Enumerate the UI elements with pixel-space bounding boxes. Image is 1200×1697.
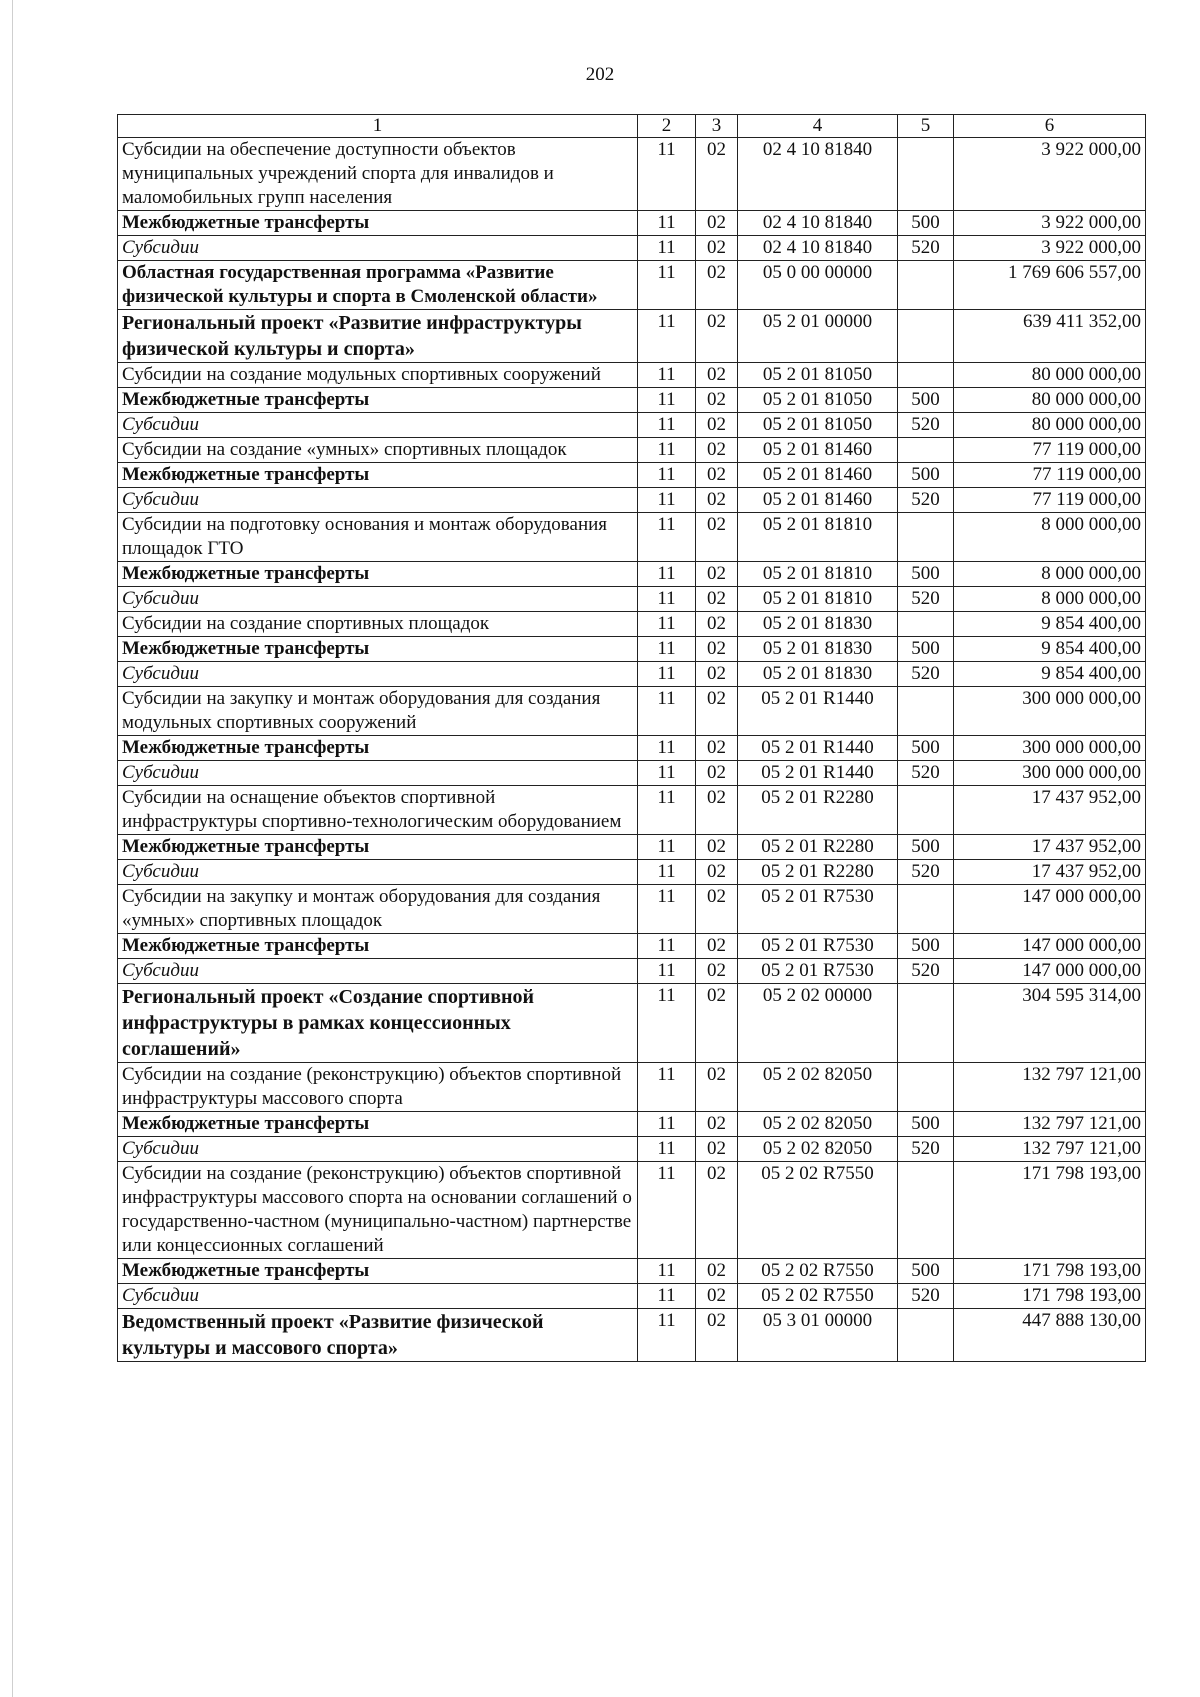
row-expense-type-cell: 500 [898, 463, 954, 488]
row-section-cell: 11 [638, 463, 696, 488]
row-section-cell: 11 [638, 1259, 696, 1284]
row-target-code-cell: 05 2 01 81050 [738, 413, 898, 438]
row-expense-type-cell: 500 [898, 736, 954, 761]
row-subsection-cell: 02 [696, 687, 738, 736]
table-row [118, 388, 1146, 413]
row-amount-cell: 9 854 400,00 [954, 612, 1146, 637]
row-name-cell: Субсидии на подготовку основания и монтаж оборудования площадок ГТО [118, 513, 638, 562]
row-target-code-cell: 05 2 01 81460 [738, 438, 898, 463]
row-section-cell: 11 [638, 1112, 696, 1137]
row-target-code-cell: 05 2 01 R7530 [738, 959, 898, 984]
row-expense-type-cell [898, 1309, 954, 1362]
table-row [118, 236, 1146, 261]
row-expense-type-cell [898, 138, 954, 211]
row-subsection-cell: 02 [696, 236, 738, 261]
row-name-cell: Межбюджетные трансферты [118, 637, 638, 662]
table-row [118, 637, 1146, 662]
row-expense-type-cell: 500 [898, 388, 954, 413]
row-amount-cell: 147 000 000,00 [954, 959, 1146, 984]
table-row [118, 662, 1146, 687]
table-row [118, 959, 1146, 984]
row-amount-cell: 77 119 000,00 [954, 463, 1146, 488]
row-amount-cell: 17 437 952,00 [954, 786, 1146, 835]
table-row [118, 786, 1146, 835]
row-subsection-cell: 02 [696, 1063, 738, 1112]
row-section-cell: 11 [638, 211, 696, 236]
row-subsection-cell: 02 [696, 885, 738, 934]
row-section-cell: 11 [638, 1137, 696, 1162]
row-name-cell: Субсидии на создание модульных спортивных сооружений [118, 363, 638, 388]
row-subsection-cell: 02 [696, 984, 738, 1063]
row-amount-cell: 8 000 000,00 [954, 587, 1146, 612]
row-target-code-cell: 05 2 02 82050 [738, 1112, 898, 1137]
row-amount-cell: 171 798 193,00 [954, 1162, 1146, 1259]
row-name-cell: Субсидии на создание (реконструкцию) объектов спортивной инфраструктуры массового спорта [118, 1063, 638, 1112]
row-section-cell: 11 [638, 513, 696, 562]
row-section-cell: 11 [638, 934, 696, 959]
row-section-cell: 11 [638, 835, 696, 860]
row-expense-type-cell: 520 [898, 959, 954, 984]
row-name-cell: Субсидии на оснащение объектов спортивной инфраструктуры спортивно-технологическим оборудованием [118, 786, 638, 835]
row-section-cell: 11 [638, 687, 696, 736]
row-section-cell: 11 [638, 984, 696, 1063]
row-target-code-cell: 05 2 01 R7530 [738, 934, 898, 959]
row-expense-type-cell: 520 [898, 662, 954, 687]
header-col-5: 5 [898, 115, 954, 138]
table-row [118, 1112, 1146, 1137]
row-target-code-cell: 05 2 01 81810 [738, 562, 898, 587]
row-name-cell: Ведомственный проект «Развитие физической культуры и массового спорта» [118, 1309, 638, 1362]
row-name-cell: Субсидии [118, 236, 638, 261]
row-target-code-cell: 05 2 01 R1440 [738, 761, 898, 786]
row-expense-type-cell [898, 687, 954, 736]
row-target-code-cell: 05 2 01 81810 [738, 587, 898, 612]
row-expense-type-cell [898, 612, 954, 637]
row-amount-cell: 132 797 121,00 [954, 1137, 1146, 1162]
row-section-cell: 11 [638, 413, 696, 438]
row-expense-type-cell [898, 1162, 954, 1259]
row-target-code-cell: 05 2 02 R7550 [738, 1162, 898, 1259]
row-section-cell: 11 [638, 388, 696, 413]
row-expense-type-cell [898, 513, 954, 562]
table-row [118, 984, 1146, 1063]
row-subsection-cell: 02 [696, 363, 738, 388]
row-expense-type-cell: 500 [898, 211, 954, 236]
row-section-cell: 11 [638, 736, 696, 761]
row-subsection-cell: 02 [696, 562, 738, 587]
row-section-cell: 11 [638, 1284, 696, 1309]
row-expense-type-cell: 520 [898, 1137, 954, 1162]
row-name-cell: Межбюджетные трансферты [118, 1259, 638, 1284]
row-expense-type-cell: 520 [898, 413, 954, 438]
row-subsection-cell: 02 [696, 1309, 738, 1362]
row-expense-type-cell: 520 [898, 236, 954, 261]
table-row [118, 1137, 1146, 1162]
row-expense-type-cell: 520 [898, 1284, 954, 1309]
row-expense-type-cell [898, 438, 954, 463]
row-target-code-cell: 05 2 01 R2280 [738, 786, 898, 835]
row-section-cell: 11 [638, 587, 696, 612]
table-row [118, 761, 1146, 786]
row-name-cell: Субсидии на создание спортивных площадок [118, 612, 638, 637]
row-section-cell: 11 [638, 1063, 696, 1112]
row-subsection-cell: 02 [696, 662, 738, 687]
row-expense-type-cell [898, 363, 954, 388]
row-section-cell: 11 [638, 662, 696, 687]
row-target-code-cell: 05 2 02 82050 [738, 1137, 898, 1162]
row-name-cell: Субсидии на создание «умных» спортивных площадок [118, 438, 638, 463]
row-target-code-cell: 05 2 01 81050 [738, 388, 898, 413]
row-amount-cell: 300 000 000,00 [954, 761, 1146, 786]
table-row [118, 211, 1146, 236]
row-expense-type-cell [898, 310, 954, 363]
table-row [118, 438, 1146, 463]
row-amount-cell: 80 000 000,00 [954, 413, 1146, 438]
row-section-cell: 11 [638, 236, 696, 261]
table-row [118, 1284, 1146, 1309]
row-name-cell: Субсидии на закупку и монтаж оборудования для создания модульных спортивных сооружений [118, 687, 638, 736]
row-amount-cell: 304 595 314,00 [954, 984, 1146, 1063]
page-number: 202 [585, 64, 615, 85]
row-section-cell: 11 [638, 612, 696, 637]
row-target-code-cell: 05 2 01 81830 [738, 662, 898, 687]
row-name-cell: Субсидии на создание (реконструкцию) объектов спортивной инфраструктуры массового спорта на основании соглашений о государственно-частном (муниципально-частном) партнерстве или концессионных соглашений [118, 1162, 638, 1259]
row-name-cell: Субсидии [118, 413, 638, 438]
row-target-code-cell: 05 2 01 00000 [738, 310, 898, 363]
row-subsection-cell: 02 [696, 835, 738, 860]
row-expense-type-cell: 500 [898, 1112, 954, 1137]
row-target-code-cell: 05 2 01 81830 [738, 637, 898, 662]
row-name-cell: Субсидии [118, 587, 638, 612]
table-row [118, 1259, 1146, 1284]
row-name-cell: Межбюджетные трансферты [118, 1112, 638, 1137]
row-target-code-cell: 02 4 10 81840 [738, 211, 898, 236]
row-expense-type-cell: 520 [898, 587, 954, 612]
row-section-cell: 11 [638, 261, 696, 310]
row-target-code-cell: 05 2 02 R7550 [738, 1259, 898, 1284]
row-subsection-cell: 02 [696, 261, 738, 310]
row-amount-cell: 132 797 121,00 [954, 1063, 1146, 1112]
table-row [118, 1309, 1146, 1362]
row-name-cell: Субсидии [118, 860, 638, 885]
row-amount-cell: 9 854 400,00 [954, 662, 1146, 687]
row-subsection-cell: 02 [696, 463, 738, 488]
row-amount-cell: 3 922 000,00 [954, 236, 1146, 261]
table-row [118, 835, 1146, 860]
row-subsection-cell: 02 [696, 1259, 738, 1284]
row-amount-cell: 300 000 000,00 [954, 736, 1146, 761]
row-name-cell: Межбюджетные трансферты [118, 562, 638, 587]
row-section-cell: 11 [638, 138, 696, 211]
row-section-cell: 11 [638, 959, 696, 984]
row-subsection-cell: 02 [696, 1284, 738, 1309]
row-amount-cell: 77 119 000,00 [954, 488, 1146, 513]
row-expense-type-cell: 520 [898, 860, 954, 885]
row-target-code-cell: 05 2 02 R7550 [738, 1284, 898, 1309]
table-row [118, 513, 1146, 562]
row-amount-cell: 447 888 130,00 [954, 1309, 1146, 1362]
row-section-cell: 11 [638, 637, 696, 662]
row-name-cell: Субсидии [118, 662, 638, 687]
row-target-code-cell: 05 2 01 R2280 [738, 835, 898, 860]
row-name-cell: Межбюджетные трансферты [118, 736, 638, 761]
row-amount-cell: 17 437 952,00 [954, 860, 1146, 885]
row-subsection-cell: 02 [696, 488, 738, 513]
row-section-cell: 11 [638, 562, 696, 587]
row-subsection-cell: 02 [696, 1112, 738, 1137]
row-expense-type-cell: 500 [898, 1259, 954, 1284]
row-target-code-cell: 05 2 01 R1440 [738, 687, 898, 736]
table-row [118, 1162, 1146, 1259]
header-col-1: 1 [118, 115, 638, 138]
row-subsection-cell: 02 [696, 612, 738, 637]
table-header-row [118, 115, 1146, 138]
row-section-cell: 11 [638, 310, 696, 363]
row-subsection-cell: 02 [696, 587, 738, 612]
row-subsection-cell: 02 [696, 637, 738, 662]
row-target-code-cell: 05 2 01 81460 [738, 488, 898, 513]
row-name-cell: Межбюджетные трансферты [118, 835, 638, 860]
row-amount-cell: 8 000 000,00 [954, 513, 1146, 562]
row-subsection-cell: 02 [696, 1162, 738, 1259]
row-target-code-cell: 05 2 01 81810 [738, 513, 898, 562]
table-row [118, 562, 1146, 587]
row-subsection-cell: 02 [696, 138, 738, 211]
row-amount-cell: 3 922 000,00 [954, 211, 1146, 236]
row-amount-cell: 171 798 193,00 [954, 1284, 1146, 1309]
row-subsection-cell: 02 [696, 959, 738, 984]
table-row [118, 488, 1146, 513]
row-amount-cell: 9 854 400,00 [954, 637, 1146, 662]
row-amount-cell: 147 000 000,00 [954, 885, 1146, 934]
row-amount-cell: 17 437 952,00 [954, 835, 1146, 860]
row-name-cell: Субсидии [118, 959, 638, 984]
row-section-cell: 11 [638, 438, 696, 463]
row-section-cell: 11 [638, 1162, 696, 1259]
row-subsection-cell: 02 [696, 413, 738, 438]
row-name-cell: Субсидии [118, 1284, 638, 1309]
row-amount-cell: 8 000 000,00 [954, 562, 1146, 587]
row-subsection-cell: 02 [696, 310, 738, 363]
row-target-code-cell: 05 2 01 R2280 [738, 860, 898, 885]
table-row [118, 310, 1146, 363]
row-subsection-cell: 02 [696, 761, 738, 786]
row-subsection-cell: 02 [696, 211, 738, 236]
row-name-cell: Межбюджетные трансферты [118, 463, 638, 488]
row-amount-cell: 147 000 000,00 [954, 934, 1146, 959]
row-target-code-cell: 05 2 01 R7530 [738, 885, 898, 934]
row-subsection-cell: 02 [696, 934, 738, 959]
row-name-cell: Субсидии [118, 761, 638, 786]
row-target-code-cell: 05 2 01 81830 [738, 612, 898, 637]
row-amount-cell: 132 797 121,00 [954, 1112, 1146, 1137]
header-col-2: 2 [638, 115, 696, 138]
row-subsection-cell: 02 [696, 736, 738, 761]
row-target-code-cell: 02 4 10 81840 [738, 236, 898, 261]
page-margin-line [12, 0, 13, 1697]
row-expense-type-cell: 500 [898, 562, 954, 587]
row-section-cell: 11 [638, 363, 696, 388]
row-expense-type-cell [898, 261, 954, 310]
row-section-cell: 11 [638, 761, 696, 786]
row-name-cell: Субсидии [118, 1137, 638, 1162]
row-name-cell: Межбюджетные трансферты [118, 388, 638, 413]
table-row [118, 463, 1146, 488]
row-section-cell: 11 [638, 885, 696, 934]
table-row [118, 885, 1146, 934]
row-name-cell: Субсидии [118, 488, 638, 513]
table-row [118, 612, 1146, 637]
row-expense-type-cell [898, 885, 954, 934]
row-name-cell: Межбюджетные трансферты [118, 934, 638, 959]
row-subsection-cell: 02 [696, 860, 738, 885]
row-name-cell: Субсидии на закупку и монтаж оборудования для создания «умных» спортивных площадок [118, 885, 638, 934]
table-row [118, 587, 1146, 612]
row-subsection-cell: 02 [696, 388, 738, 413]
row-section-cell: 11 [638, 860, 696, 885]
row-expense-type-cell: 500 [898, 934, 954, 959]
row-name-cell: Межбюджетные трансферты [118, 211, 638, 236]
row-amount-cell: 300 000 000,00 [954, 687, 1146, 736]
table-row [118, 934, 1146, 959]
table-row [118, 363, 1146, 388]
table-row [118, 736, 1146, 761]
row-section-cell: 11 [638, 786, 696, 835]
row-amount-cell: 639 411 352,00 [954, 310, 1146, 363]
row-amount-cell: 80 000 000,00 [954, 363, 1146, 388]
row-target-code-cell: 05 0 00 00000 [738, 261, 898, 310]
row-section-cell: 11 [638, 1309, 696, 1362]
row-target-code-cell: 02 4 10 81840 [738, 138, 898, 211]
row-subsection-cell: 02 [696, 1137, 738, 1162]
header-col-6: 6 [954, 115, 1146, 138]
row-amount-cell: 77 119 000,00 [954, 438, 1146, 463]
row-amount-cell: 3 922 000,00 [954, 138, 1146, 211]
header-col-3: 3 [696, 115, 738, 138]
row-name-cell: Областная государственная программа «Развитие физической культуры и спорта в Смоленской области» [118, 261, 638, 310]
row-expense-type-cell: 520 [898, 488, 954, 513]
table-row [118, 413, 1146, 438]
row-expense-type-cell [898, 786, 954, 835]
header-col-4: 4 [738, 115, 898, 138]
table-row [118, 261, 1146, 310]
row-subsection-cell: 02 [696, 438, 738, 463]
row-name-cell: Субсидии на обеспечение доступности объектов муниципальных учреждений спорта для инвалидов и маломобильных групп населения [118, 138, 638, 211]
table-row [118, 687, 1146, 736]
row-expense-type-cell [898, 1063, 954, 1112]
row-amount-cell: 1 769 606 557,00 [954, 261, 1146, 310]
row-subsection-cell: 02 [696, 786, 738, 835]
row-expense-type-cell: 500 [898, 637, 954, 662]
row-target-code-cell: 05 2 01 81460 [738, 463, 898, 488]
row-target-code-cell: 05 2 02 82050 [738, 1063, 898, 1112]
row-name-cell: Региональный проект «Создание спортивной инфраструктуры в рамках концессионных соглашений» [118, 984, 638, 1063]
row-expense-type-cell [898, 984, 954, 1063]
table-body [118, 138, 1146, 1362]
row-target-code-cell: 05 3 01 00000 [738, 1309, 898, 1362]
budget-table [117, 114, 1146, 1362]
row-target-code-cell: 05 2 01 R1440 [738, 736, 898, 761]
table-row [118, 138, 1146, 211]
row-expense-type-cell: 520 [898, 761, 954, 786]
table-row [118, 1063, 1146, 1112]
row-amount-cell: 80 000 000,00 [954, 388, 1146, 413]
row-expense-type-cell: 500 [898, 835, 954, 860]
row-name-cell: Региональный проект «Развитие инфраструктуры физической культуры и спорта» [118, 310, 638, 363]
row-amount-cell: 171 798 193,00 [954, 1259, 1146, 1284]
row-target-code-cell: 05 2 02 00000 [738, 984, 898, 1063]
row-section-cell: 11 [638, 488, 696, 513]
row-subsection-cell: 02 [696, 513, 738, 562]
table-row [118, 860, 1146, 885]
row-target-code-cell: 05 2 01 81050 [738, 363, 898, 388]
